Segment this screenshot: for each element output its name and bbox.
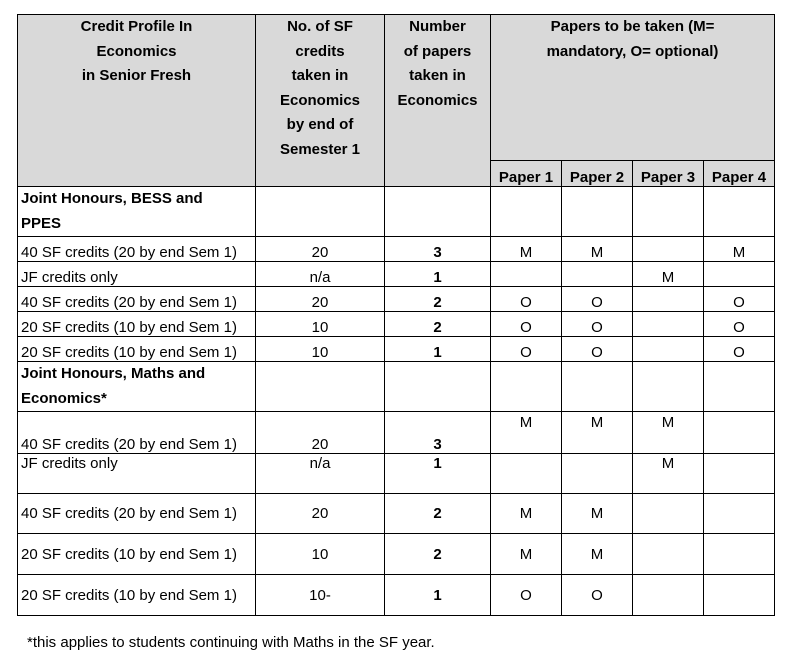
table-row bbox=[18, 312, 775, 337]
paper-2-cell: O bbox=[562, 287, 633, 312]
section-title-line: Joint Honours, Maths and bbox=[21, 365, 206, 382]
paper-2-cell: M bbox=[562, 534, 633, 575]
table-row bbox=[18, 287, 775, 312]
paper-3-cell bbox=[633, 337, 704, 362]
table-row bbox=[18, 237, 775, 262]
sf-credits-cell: n/a bbox=[256, 454, 385, 494]
paper-1-cell: O bbox=[491, 312, 562, 337]
table-row bbox=[18, 534, 775, 575]
empty-cell bbox=[491, 362, 562, 412]
empty-cell bbox=[704, 362, 775, 412]
header-sf-credits-line: Semester 1 bbox=[279, 140, 361, 158]
num-papers-cell: 2 bbox=[385, 534, 491, 575]
header-num-papers-line: of papers bbox=[403, 42, 472, 60]
paper-3-cell bbox=[633, 312, 704, 337]
credit-profile-table bbox=[17, 14, 775, 616]
paper-2-cell: M bbox=[562, 237, 633, 262]
paper-3-cell: M bbox=[633, 454, 704, 494]
paper-4-cell: O bbox=[704, 312, 775, 337]
credit-profile-cell: 20 SF credits (10 by end Sem 1) bbox=[18, 312, 256, 337]
num-papers-cell: 1 bbox=[385, 337, 491, 362]
paper-1-cell bbox=[491, 454, 562, 494]
empty-cell bbox=[385, 187, 491, 237]
paper-3-cell bbox=[633, 287, 704, 312]
credit-profile-cell: 40 SF credits (20 by end Sem 1) bbox=[18, 412, 256, 454]
credit-profile-cell: JF credits only bbox=[18, 262, 256, 287]
paper-4-cell bbox=[704, 262, 775, 287]
table-row bbox=[18, 412, 775, 454]
paper-1-cell: M bbox=[491, 494, 562, 534]
header-num-papers bbox=[385, 15, 491, 187]
paper-2-cell bbox=[562, 454, 633, 494]
section-title-line: PPES bbox=[21, 214, 62, 232]
paper-4-cell bbox=[704, 412, 775, 454]
credit-profile-cell: 20 SF credits (10 by end Sem 1) bbox=[18, 337, 256, 362]
paper-2-cell: M bbox=[562, 494, 633, 534]
paper-1-cell: M bbox=[491, 534, 562, 575]
num-papers-cell: 3 bbox=[385, 237, 491, 262]
header-credit-profile-line: in Senior Fresh bbox=[81, 67, 192, 84]
section-header-row bbox=[18, 362, 775, 412]
header-credit-profile-line: Economics bbox=[96, 42, 177, 60]
header-paper-4: Paper 4 bbox=[704, 161, 775, 187]
section-title bbox=[18, 187, 256, 237]
header-row bbox=[18, 15, 775, 161]
header-num-papers-line: taken in bbox=[409, 67, 466, 84]
header-sf-credits bbox=[256, 15, 385, 187]
sf-credits-cell: 10- bbox=[256, 575, 385, 616]
table-row bbox=[18, 337, 775, 362]
header-sf-credits-line: No. of SF bbox=[287, 18, 353, 35]
empty-cell bbox=[256, 187, 385, 237]
header-num-papers-line: Economics bbox=[397, 91, 478, 109]
paper-4-cell bbox=[704, 454, 775, 494]
table-row bbox=[18, 262, 775, 287]
num-papers-cell: 2 bbox=[385, 287, 491, 312]
paper-1-cell: O bbox=[491, 337, 562, 362]
paper-2-cell: O bbox=[562, 312, 633, 337]
num-papers-cell: 2 bbox=[385, 312, 491, 337]
table-row bbox=[18, 454, 775, 494]
empty-cell bbox=[633, 187, 704, 237]
sf-credits-cell: 10 bbox=[256, 312, 385, 337]
section-header-row bbox=[18, 187, 775, 237]
empty-cell bbox=[491, 187, 562, 237]
paper-4-cell: O bbox=[704, 337, 775, 362]
header-credit-profile bbox=[18, 15, 256, 187]
header-credit-profile-line: Credit Profile In bbox=[80, 18, 193, 35]
table-row bbox=[18, 575, 775, 616]
num-papers-cell: 1 bbox=[385, 454, 491, 494]
num-papers-cell: 1 bbox=[385, 262, 491, 287]
header-papers-line: Papers to be taken (M= bbox=[550, 18, 715, 35]
credit-profile-cell: JF credits only bbox=[18, 454, 256, 494]
paper-2-cell: O bbox=[562, 337, 633, 362]
paper-2-cell: O bbox=[562, 575, 633, 616]
num-papers-cell: 3 bbox=[385, 412, 491, 454]
sf-credits-cell: 20 bbox=[256, 412, 385, 454]
sf-credits-cell: n/a bbox=[256, 262, 385, 287]
empty-cell bbox=[633, 362, 704, 412]
credit-profile-cell: 20 SF credits (10 by end Sem 1) bbox=[18, 575, 256, 616]
header-sf-credits-line: Economics bbox=[279, 91, 361, 109]
paper-1-cell: M bbox=[491, 237, 562, 262]
empty-cell bbox=[385, 362, 491, 412]
paper-2-cell: M bbox=[562, 412, 633, 454]
header-paper-1: Paper 1 bbox=[491, 161, 562, 187]
sf-credits-cell: 10 bbox=[256, 337, 385, 362]
sf-credits-cell: 10 bbox=[256, 534, 385, 575]
header-papers-to-be-taken bbox=[491, 15, 775, 161]
empty-cell bbox=[704, 187, 775, 237]
empty-cell bbox=[562, 362, 633, 412]
section-title bbox=[18, 362, 256, 412]
sf-credits-cell: 20 bbox=[256, 287, 385, 312]
footnote: *this applies to students continuing with Maths in the SF year. bbox=[27, 634, 435, 651]
credit-profile-cell: 40 SF credits (20 by end Sem 1) bbox=[18, 237, 256, 262]
credit-profile-cell: 40 SF credits (20 by end Sem 1) bbox=[18, 494, 256, 534]
header-paper-2: Paper 2 bbox=[562, 161, 633, 187]
sf-credits-cell: 20 bbox=[256, 494, 385, 534]
paper-3-cell: M bbox=[633, 262, 704, 287]
paper-3-cell bbox=[633, 237, 704, 262]
paper-2-cell bbox=[562, 262, 633, 287]
header-sf-credits-line: by end of bbox=[286, 116, 354, 133]
paper-1-cell: O bbox=[491, 287, 562, 312]
header-sf-credits-line: credits bbox=[295, 42, 345, 60]
section-title-line: Economics* bbox=[21, 389, 107, 407]
header-paper-3: Paper 3 bbox=[633, 161, 704, 187]
paper-3-cell bbox=[633, 494, 704, 534]
paper-3-cell: M bbox=[633, 412, 704, 454]
credit-profile-cell: 20 SF credits (10 by end Sem 1) bbox=[18, 534, 256, 575]
paper-1-cell bbox=[491, 262, 562, 287]
paper-4-cell: O bbox=[704, 287, 775, 312]
header-num-papers-line: Number bbox=[409, 18, 466, 35]
paper-4-cell bbox=[704, 534, 775, 575]
empty-cell bbox=[256, 362, 385, 412]
header-sf-credits-line: taken in bbox=[291, 67, 349, 84]
num-papers-cell: 1 bbox=[385, 575, 491, 616]
paper-4-cell: M bbox=[704, 237, 775, 262]
paper-1-cell: M bbox=[491, 412, 562, 454]
sf-credits-cell: 20 bbox=[256, 237, 385, 262]
credit-profile-cell: 40 SF credits (20 by end Sem 1) bbox=[18, 287, 256, 312]
paper-3-cell bbox=[633, 534, 704, 575]
paper-4-cell bbox=[704, 494, 775, 534]
empty-cell bbox=[562, 187, 633, 237]
paper-4-cell bbox=[704, 575, 775, 616]
table-row bbox=[18, 494, 775, 534]
paper-3-cell bbox=[633, 575, 704, 616]
num-papers-cell: 2 bbox=[385, 494, 491, 534]
paper-1-cell: O bbox=[491, 575, 562, 616]
section-title-line: Joint Honours, BESS and bbox=[21, 190, 203, 207]
header-papers-line: mandatory, O= optional) bbox=[546, 42, 719, 60]
